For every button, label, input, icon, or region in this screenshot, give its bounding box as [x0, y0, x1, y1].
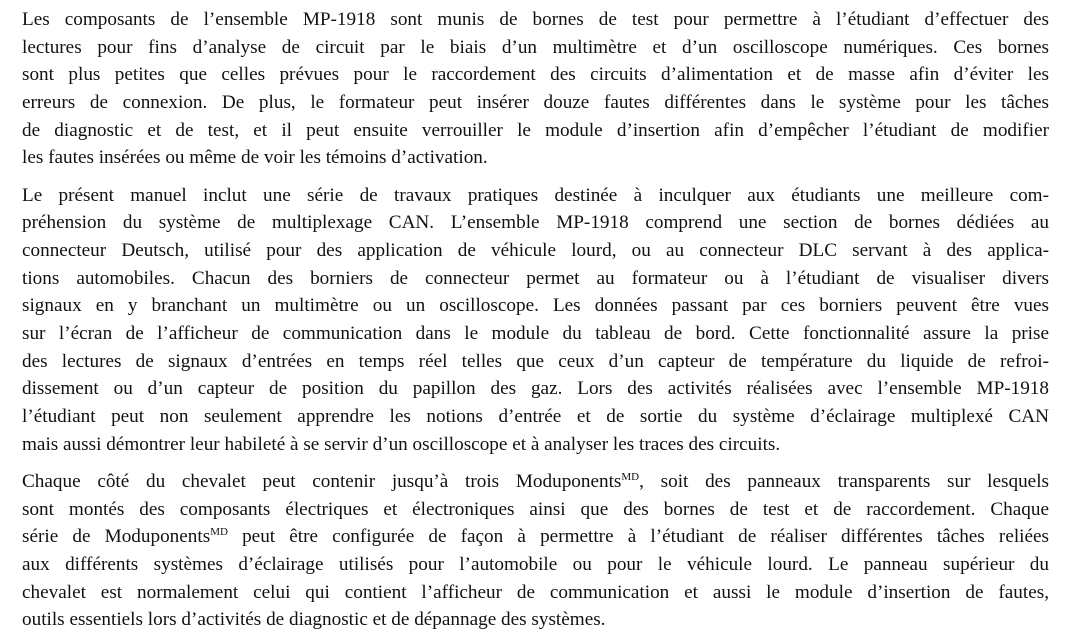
text-segment: série de Moduponents	[22, 526, 211, 548]
text-line	[22, 606, 1049, 634]
text-line: Les composants de l’ensemble MP-1918 sont munis de bornes de test pour permettre à l’étudiant d’effectuer des	[22, 9, 1049, 30]
text-line: l’étudiant peut non seulement apprendre les notions d’entrée et de sortie du système d’éclairage multiplexé CAN	[22, 406, 1049, 428]
text-line: lectures pour fins d’analyse de circuit par le biais d’un multimètre et d’un oscilloscope numériques. Ces bornes	[22, 36, 1049, 58]
text-segment: chevalet est normalement celui qui contient l’afficheur de communication et aussi le module d’insertion de fautes,	[22, 581, 1049, 603]
text-line: de diagnostic et de test, et il peut ensuite verrouiller le module d’insertion afin d’empêcher l’étudiant de modifier	[22, 119, 1049, 141]
text-segment: , soit des panneaux transparents sur lesquels	[639, 471, 1049, 492]
trademark-superscript: MD	[210, 526, 228, 539]
text-line: mais aussi démontrer leur habileté à se servir d’un oscilloscope et à analyser les traces des circuits.	[22, 433, 781, 455]
paragraph-2	[22, 182, 1049, 459]
text-line: erreurs de connexion. De plus, le formateur peut insérer douze fautes différentes dans le système pour les tâches	[22, 92, 1049, 114]
text-line: tions automobiles. Chacun des borniers de connecteur permet au formateur ou à l’étudiant de visualiser divers	[22, 267, 1049, 289]
text-line	[22, 551, 1049, 579]
text-line: connecteur Deutsch, utilisé pour des application de véhicule lourd, ou au connecteur DLC servant à des applica-	[22, 240, 1049, 261]
document-body	[22, 6, 1049, 644]
text-segment: aux différents systèmes d’éclairage utilisés pour l’automobile ou pour le véhicule lourd. Le panneau supérieur du	[22, 554, 1049, 576]
trademark-superscript: MD	[621, 471, 640, 483]
text-line	[22, 496, 1049, 524]
text-segment: peut être configurée de façon à permettre à l’étudiant de réaliser différentes tâches reliées	[227, 526, 1049, 548]
text-line: préhension du système de multiplexage CAN. L’ensemble MP-1918 comprend une section de bornes dédiées au	[22, 212, 1049, 234]
text-line	[22, 579, 1049, 607]
text-line: signaux en y branchant un multimètre ou un oscilloscope. Les données passant par ces borniers peuvent être vues	[22, 295, 1049, 317]
paragraph-3	[22, 468, 1049, 634]
text-line	[22, 523, 1049, 551]
text-line: des lectures de signaux d’entrées en temps réel telles que ceux d’un capteur de température du liquide de refroi-	[22, 350, 1049, 372]
text-line: dissement ou d’un capteur de position du papillon des gaz. Lors des activités réalisées avec l’ensemble MP-1918	[22, 378, 1049, 400]
text-line: sur l’écran de l’afficheur de communication dans le module du tableau de bord. Cette fonctionnalité assure la prise	[22, 323, 1049, 345]
text-line: sont plus petites que celles prévues pour le raccordement des circuits d’alimentation et de masse afin d’éviter les	[22, 64, 1049, 86]
text-line	[22, 468, 1049, 496]
text-segment: sont montés des composants électriques et électroniques ainsi que des bornes de test et de raccordement. Chaque	[22, 498, 1049, 520]
text-segment: Chaque côté du chevalet peut contenir jusqu’à trois Moduponents	[22, 471, 622, 492]
text-segment: outils essentiels lors d’activités de diagnostic et de dépannage des systèmes.	[22, 609, 606, 631]
paragraph-1	[22, 6, 1049, 172]
text-line: les fautes insérées ou même de voir les témoins d’activation.	[22, 147, 488, 169]
text-line: Le présent manuel inclut une série de travaux pratiques destinée à inculquer aux étudiants une meilleure com-	[22, 184, 1049, 206]
